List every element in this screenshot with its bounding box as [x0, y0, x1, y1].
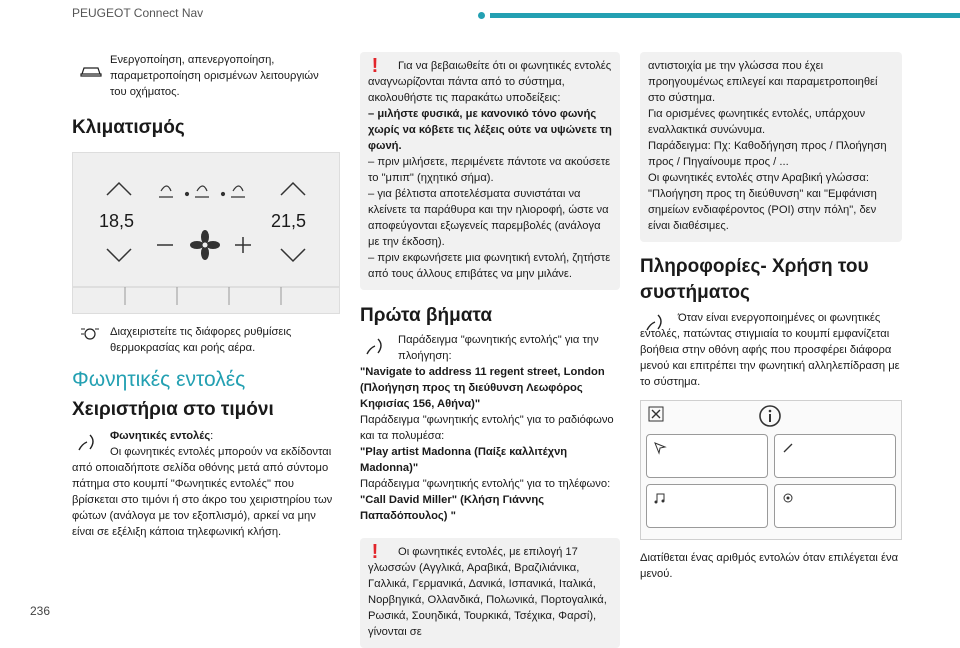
- screen-caption: Διατίθεται ένας αριθμός εντολών όταν επιλέγεται ένα μενού.: [640, 552, 899, 580]
- header-accent-bar: [490, 13, 960, 18]
- example-nav-command: "Navigate to address 11 regent street, London (Πλοήγηση προς τη διεύθυνση Λεωφόρος Κηφισίας 156, Αθήνα)": [360, 366, 605, 410]
- warning-icon: !: [371, 541, 379, 563]
- music-icon: [653, 491, 667, 505]
- intro-text: Ενεργοποίηση, απενεργοποίηση, παραμετροποίηση ορισμένων λειτουργιών του οχήματος.: [110, 54, 319, 98]
- climate-heading: Κλιματισμός: [72, 117, 185, 138]
- example-radio-label: Παράδειγμα "φωνητικής εντολής" για το ραδιόφωνο και τα πολυμέσα:: [360, 414, 614, 442]
- info-icon: [758, 404, 782, 428]
- menu-tile-navigation: [646, 434, 768, 478]
- page-number: 236: [30, 604, 51, 618]
- example-nav-label: Παράδειγμα "φωνητικής εντολής" για την πλοήγηση:: [398, 334, 599, 362]
- example-phone-label: Παράδειγμα "φωνητικής εντολής" για το τηλέφωνο:: [360, 478, 611, 490]
- info-heading: Πληροφορίες- Χρήση του συστήματος: [640, 256, 869, 303]
- languages-text: Οι φωνητικές εντολές, με επιλογή 17 γλωσσών (Αγγλικά, Αραβικά, Βραζιλιάνικα, Γαλλικά, Γερμανικά, Δανικά, Ισπανικά, Ιταλικά, Νορβηγικά, Ολλανδικά, Πολωνικά, Πορτογαλικά, Ρωσικά, Σουηδικά, Τουρκικά, Τσέχικα, Φαρσί), γίνονται σε: [368, 546, 607, 638]
- note-tip: – για βέλτιστα αποτελέσματα συνιστάται να κλείνετε τα παράθυρα και την ηλιοροφή, ώστε να αποφεύγονται εξωγενείς παρεμβολές (ανάλογα με την έκδοση).: [368, 188, 609, 248]
- right-temp-up-icon: [281, 183, 305, 195]
- note-bold-tip: – μιλήστε φυσικά, με κανονικό τόνο φωνής χωρίς να κόβετε τις λέξεις ούτε να υψώνετε τη φωνή.: [368, 108, 612, 152]
- climate-screen-illustration: [72, 152, 340, 314]
- note-tip: – πριν εκφωνήσετε μια φωνητική εντολή, ζητήστε από τους άλλους επιβάτες να μην μιλάνε.: [368, 252, 611, 280]
- header-decoration-dot: [478, 12, 485, 19]
- air-distribution-icons: [159, 186, 245, 197]
- languages-text-continued: αντιστοιχία με την γλώσσα που έχει προηγουμένως επιλεγεί και παραμετροποιηθεί στο σύστημα. Για ορισμένες φωνητικές εντολές, υπάρχουν εναλλακτικά συνώνυμα. Παράδειγμα: Πχ: Καθοδήγηση προς / Πλοήγηση προς / Πηγαίνουμε προς / ... Οι φωνητικές εντολές στην Αραβική γλώσσα: "Πλοήγηση προς τη διεύθυνση" και "Εμφάνιση σημείων ενδιαφέροντος (POI) στην πόλη", δεν είναι διαθέσιμες.: [648, 60, 887, 232]
- menu-tile-settings: [774, 484, 896, 528]
- close-icon: [648, 406, 664, 422]
- column-1: Ενεργοποίηση, απενεργοποίηση, παραμετροποίηση ορισμένων λειτουργιών του οχήματος. Κλιματισμός 18,5 21,5 Διαχειριστείτε τις διάφορες ρυθμίσεις θερμοκρασίας και ροής αέρα. Φωνητικές εντολές Χειριστήρια στο τιμόνι Φωνητικές εντολές: Οι φωνητικές εντολές μπορούν να εκδίδονται από οποιαδήποτε σελίδα οθόνης μετά από σύντομο πάτημα στο κουμπί "Φωνητικές εντολές" που βρίσκεται στο τιμόνι ή στο άκρο του χειριστηρίου των φώτων (ανάλογα με τον εξοπλισμό), αρκεί να μην είναι σε εξέλιξη κάποια τηλεφωνική κλήση.: [72, 52, 338, 540]
- voice-command-label: Φωνητικές εντολές: [110, 430, 211, 442]
- climate-controls-graphic: [73, 153, 339, 313]
- running-header: PEUGEOT Connect Nav: [72, 6, 204, 20]
- fan-icon: [190, 230, 220, 260]
- voice-command-icon: [76, 432, 100, 454]
- menu-tile-media: [646, 484, 768, 528]
- example-radio-command: "Play artist Madonna (Παίξε καλλιτέχνη Madonna)": [360, 446, 568, 474]
- voice-command-icon: [364, 336, 388, 358]
- steering-wheel-heading: Χειριστήρια στο τιμόνι: [72, 399, 274, 420]
- steering-wheel-text: Οι φωνητικές εντολές μπορούν να εκδίδονται από οποιαδήποτε σελίδα οθόνης μετά από σύντομο πάτημα στο κουμπί "Φωνητικές εντολές" που βρίσκεται στο τιμόνι ή στο άκρο του χειριστηρίου των φώτων (ανάλογα με τον εξοπλισμό), αρκεί να μην είναι σε εξέλιξη κάποια τηλεφωνική κλήση.: [72, 446, 333, 538]
- voice-commands-title: Φωνητικές εντολές: [72, 368, 246, 391]
- help-screen-illustration: [640, 400, 902, 540]
- climate-description: Διαχειριστείτε τις διάφορες ρυθμίσεις θερμοκρασίας και ροής αέρα.: [110, 326, 292, 354]
- right-temp-down-icon: [281, 249, 305, 261]
- voice-command-icon: [644, 312, 668, 334]
- column-2: [360, 52, 620, 648]
- navigation-icon: [653, 441, 667, 455]
- left-temperature: 18,5: [99, 211, 135, 231]
- column-3: [640, 52, 902, 582]
- info-text: Όταν είναι ενεργοποιημένες οι φωνητικές εντολές, πατώντας στιγμιαία το κουμπί εμφανίζεται βοήθεια στην οθόνη αφής που προσφέρει διάφορα μενού και επιτρέπει την φωνητική αλληλεπίδραση με το σύστημα.: [640, 312, 900, 388]
- example-phone-command: "Call David Miller" (Κλήση Γιάννης Παπαδόπουλος) ": [360, 494, 545, 522]
- recommendations-note: [360, 52, 620, 290]
- note-tip: – πριν μιλήσετε, περιμένετε πάντοτε να ακούσετε το "μπιπ" (ηχητικό σήμα).: [368, 156, 611, 184]
- left-temp-down-icon: [107, 249, 131, 261]
- note-intro: Για να βεβαιωθείτε ότι οι φωνητικές εντολές αναγνωρίζονται πάντα από το σύστημα, ακολουθήστε τις παρακάτω υποδείξεις:: [368, 60, 612, 104]
- car-settings-icon: [80, 64, 102, 78]
- climate-fan-icon: [78, 326, 102, 342]
- right-temperature: 21,5: [271, 211, 307, 231]
- left-temp-up-icon: [107, 183, 131, 195]
- languages-note-continued: [640, 52, 902, 242]
- menu-tile-phone: [774, 434, 896, 478]
- warning-icon: !: [371, 55, 379, 77]
- languages-note: [360, 538, 620, 648]
- phone-icon: [781, 441, 795, 455]
- gear-icon: [781, 491, 795, 505]
- first-steps-heading: Πρώτα βήματα: [360, 305, 493, 326]
